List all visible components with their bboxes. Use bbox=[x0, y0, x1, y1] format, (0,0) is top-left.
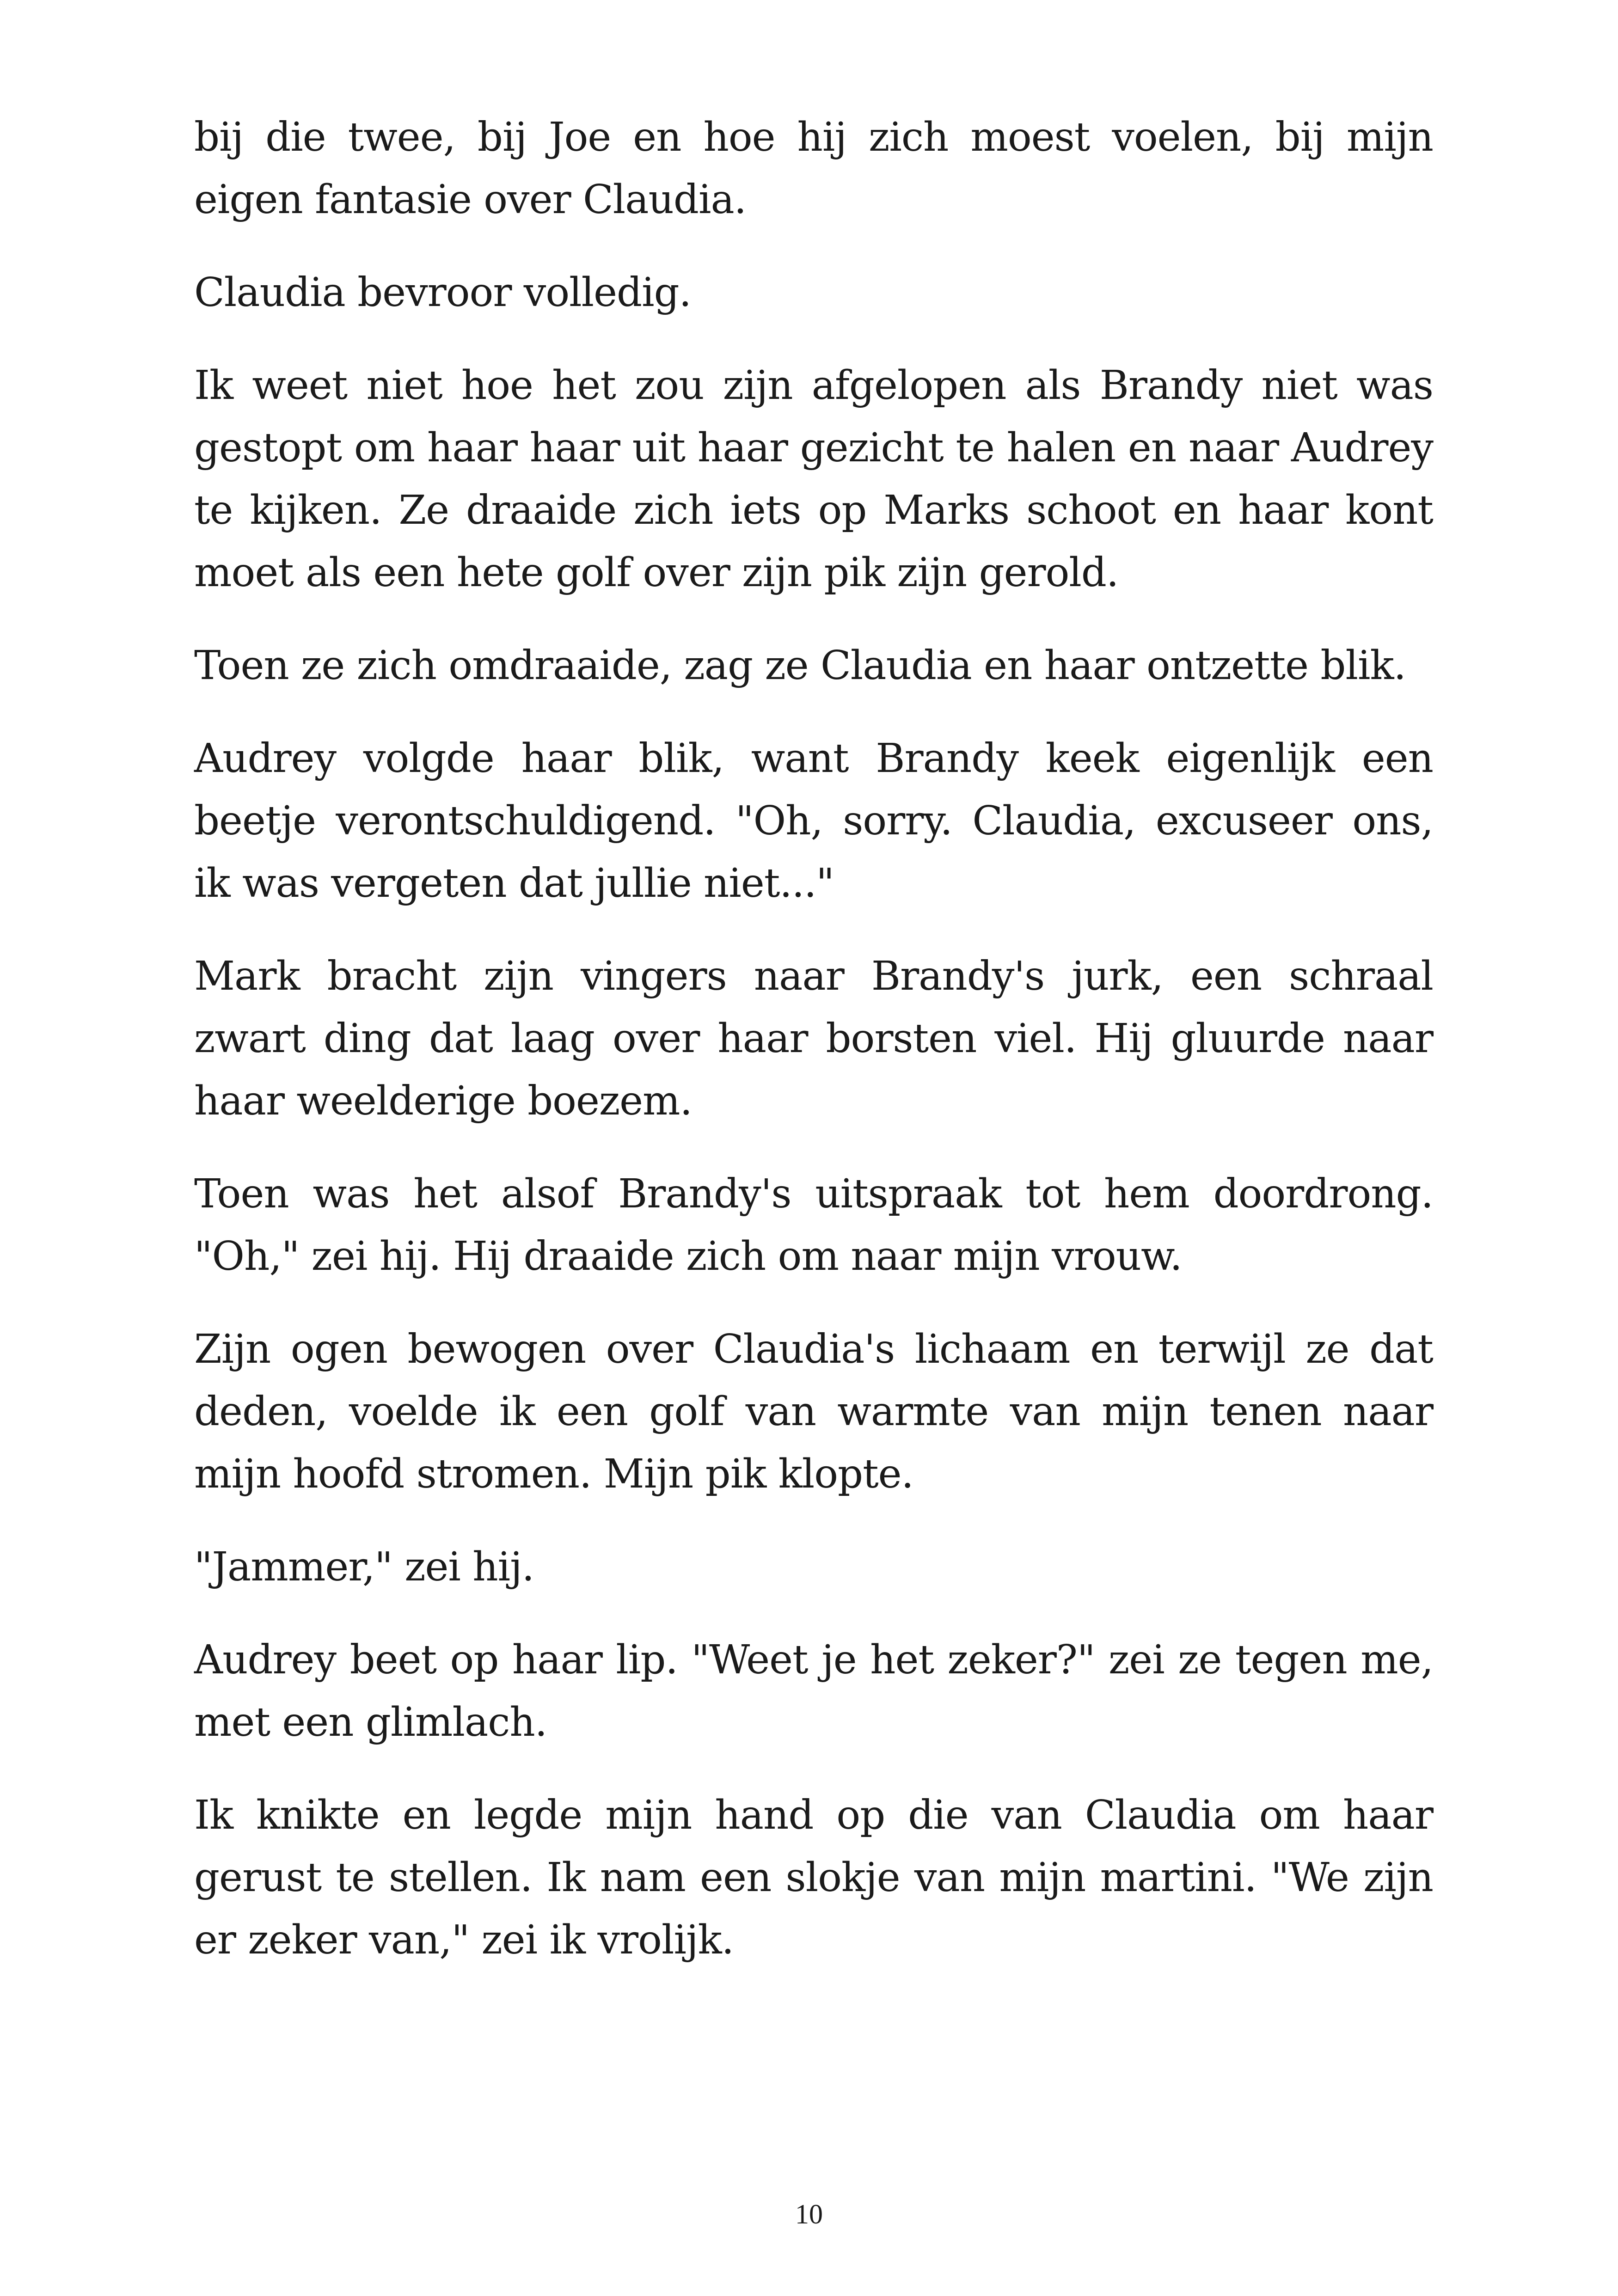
paragraph-5: Audrey volgde haar blik, want Brandy keek eigenlijk een beetje verontschuldigend. "Oh, sorry. Claudia, excuseer ons, ik was vergeten dat jullie niet..." bbox=[194, 735, 1433, 906]
paragraph-4: Toen ze zich omdraaide, zag ze Claudia en haar ontzette blik. bbox=[194, 643, 1406, 689]
body-text bbox=[194, 106, 1433, 2002]
paragraph-10: Audrey beet op haar lip. "Weet je het zeker?" zei ze tegen me, met een glimlach. bbox=[194, 1637, 1433, 1745]
paragraph-3: Ik weet niet hoe het zou zijn afgelopen als Brandy niet was gestopt om haar haar uit haar gezicht te halen en naar Audrey te kijken. Ze draaide zich iets op Marks schoot en haar kont moet als een hete golf over zijn pik zijn gerold. bbox=[194, 362, 1433, 596]
page-number: 10 bbox=[795, 2199, 823, 2229]
paragraph-7: Toen was het alsof Brandy's uitspraak tot hem doordrong. "Oh," zei hij. Hij draaide zich om naar mijn vrouw. bbox=[194, 1171, 1433, 1280]
paragraph-11: Ik knikte en legde mijn hand op die van Claudia om haar gerust te stellen. Ik nam een slokje van mijn martini. "We zijn er zeker van," zei ik vrolijk. bbox=[194, 1792, 1433, 1963]
paragraph-6: Mark bracht zijn vingers naar Brandy's jurk, een schraal zwart ding dat laag over haar borsten viel. Hij gluurde naar haar weelderige boezem. bbox=[194, 953, 1433, 1124]
paragraph-9: "Jammer," zei hij. bbox=[194, 1544, 534, 1590]
paragraph-2: Claudia bevroor volledig. bbox=[194, 269, 691, 316]
paragraph-1: bij die twee, bij Joe en hoe hij zich moest voelen, bij mijn eigen fantasie over Claudia. bbox=[194, 114, 1433, 223]
paragraph-8: Zijn ogen bewogen over Claudia's lichaam en terwijl ze dat deden, voelde ik een golf van warmte van mijn tenen naar mijn hoofd stromen. Mijn pik klopte. bbox=[194, 1326, 1433, 1497]
